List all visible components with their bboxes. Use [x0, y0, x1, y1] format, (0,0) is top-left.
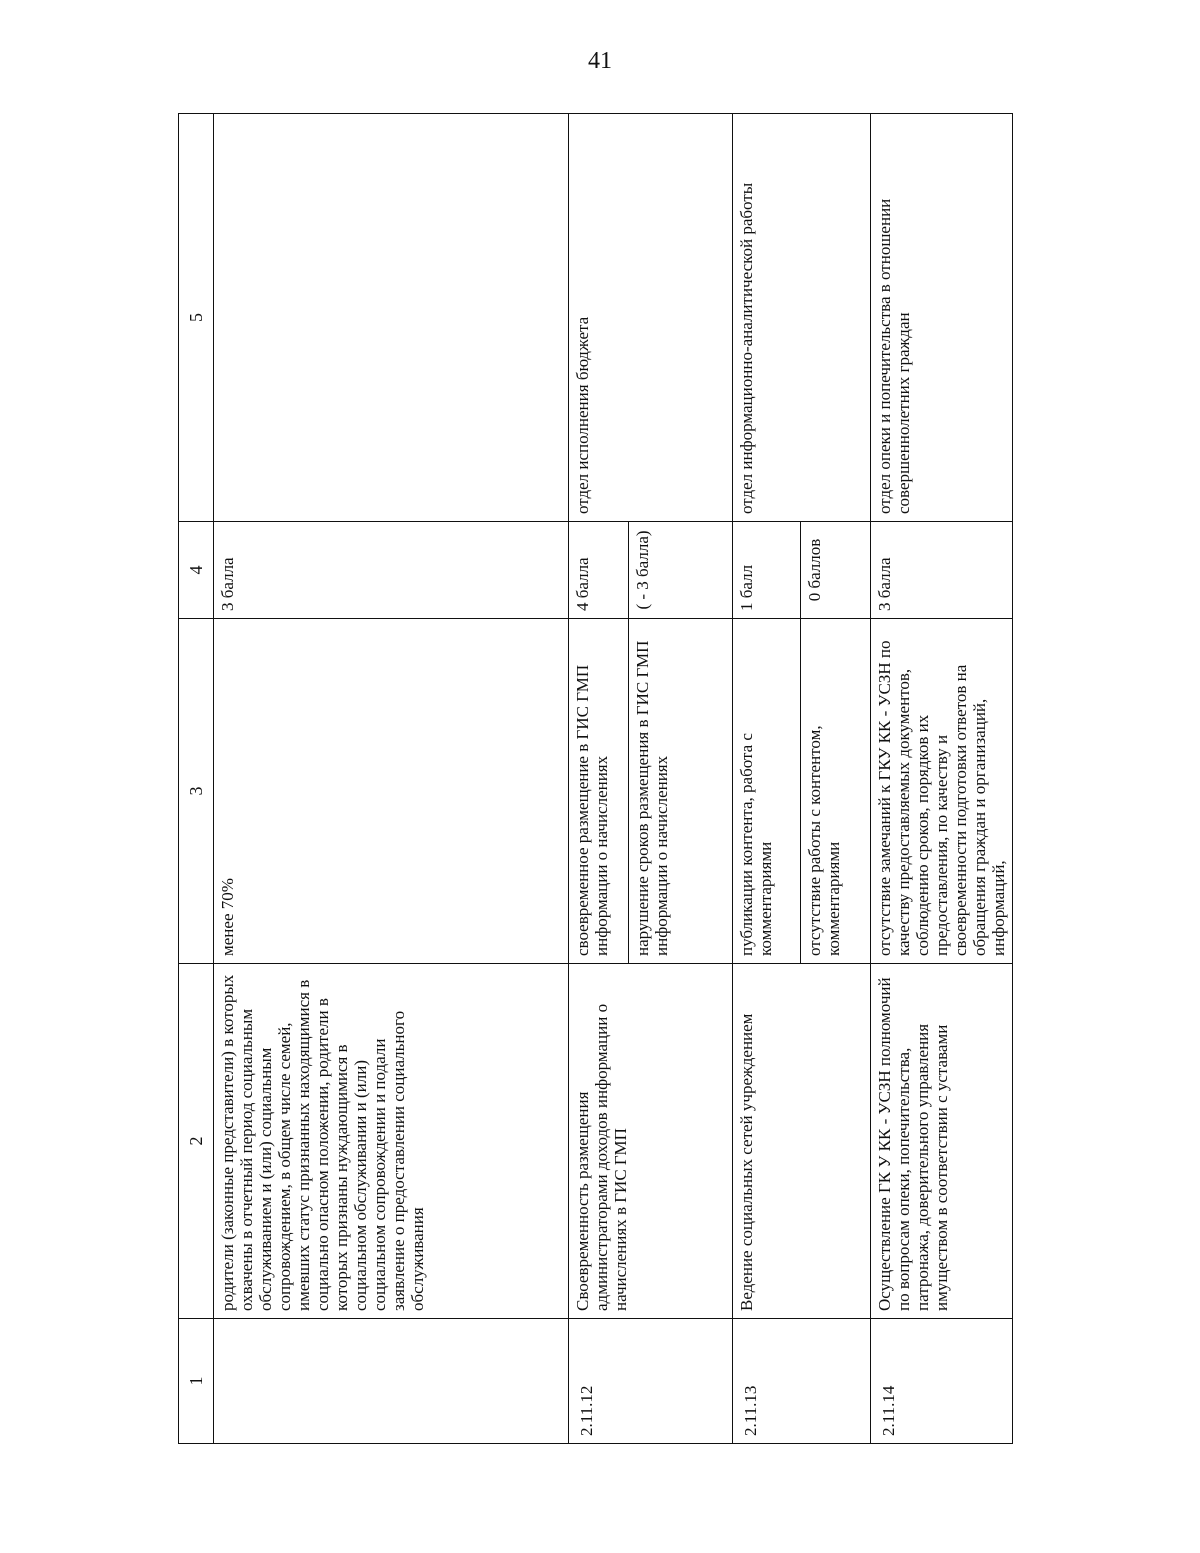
row-number-cell — [214, 1319, 569, 1444]
header-col-3: 3 — [179, 619, 214, 964]
indicator-cell: родители (законные представители) в которых охвачены в отчетный период социальным обслуживанием и (или) социальным сопровождением, в общем числе семей, имевших статус признанных находящимися в социально опасном положении, родители в которых признаны нуждающимися в социальном обслуживании и (или) социальном сопровождении и подали заявление о предоставлении социального обслуживания — [214, 964, 569, 1319]
criterion-cell: отсутствие работы с контентом, комментариями — [801, 619, 871, 964]
table-row — [871, 114, 1013, 1444]
indicator-cell: Осуществление ГК У КК - УСЗН полномочий по вопросам опеки, попечительства, патронажа, доверительного управления имуществом в соответствии с уставами — [871, 964, 1013, 1319]
responsible-cell: отдел информационно-аналитической работы — [733, 114, 871, 522]
row-number-cell: 2.11.13 — [733, 1319, 871, 1444]
responsible-cell: отдел исполнения бюджета — [569, 114, 733, 522]
header-col-5: 5 — [179, 114, 214, 522]
criterion-cell: отсутствие замечаний к ГКУ КК - УСЗН по качеству предоставляемых документов, соблюдению сроков, порядков их предоставления, по качеству и своевременности подготовки ответов на обращения граждан и организаций, информаций, — [871, 619, 1013, 964]
rotated-table — [178, 114, 1009, 1444]
page-number: 41 — [588, 48, 612, 74]
score-text: ( - 3 балла) — [633, 530, 652, 610]
score-cell — [629, 522, 733, 619]
criterion-cell: менее 70% — [214, 619, 569, 964]
table-row — [214, 114, 569, 1444]
criteria-table — [178, 113, 1013, 1444]
criterion-cell: нарушение сроков размещения в ГИС ГМП информации о начислениях — [629, 619, 733, 964]
indicator-cell: Своевременность размещения администраторами доходов информации о начислениях в ГИС ГМП — [569, 964, 733, 1319]
criterion-cell: публикации контента, работа с комментариями — [733, 619, 801, 964]
score-cell: 4 балла — [569, 522, 629, 619]
row-number-cell: 2.11.14 — [871, 1319, 1013, 1444]
header-col-1: 1 — [179, 1319, 214, 1444]
responsible-cell — [214, 114, 569, 522]
header-col-4: 4 — [179, 522, 214, 619]
indicator-cell: Ведение социальных сетей учреждением — [733, 964, 871, 1319]
table-row — [733, 114, 801, 1444]
score-cell: 1 балл — [733, 522, 801, 619]
score-cell — [801, 522, 871, 619]
table-row — [569, 114, 629, 1444]
score-text: 0 баллов — [805, 538, 824, 602]
score-cell: 3 балла — [214, 522, 569, 619]
score-cell: 3 балла — [871, 522, 1013, 619]
responsible-cell: отдел опеки и попечительства в отношении совершеннолетних граждан — [871, 114, 1013, 522]
header-col-2: 2 — [179, 964, 214, 1319]
criterion-cell: своевременное размещение в ГИС ГМП информации о начислениях — [569, 619, 629, 964]
rotated-table-container — [178, 114, 1009, 1444]
row-number-cell: 2.11.12 — [569, 1319, 733, 1444]
header-row — [179, 114, 214, 1444]
